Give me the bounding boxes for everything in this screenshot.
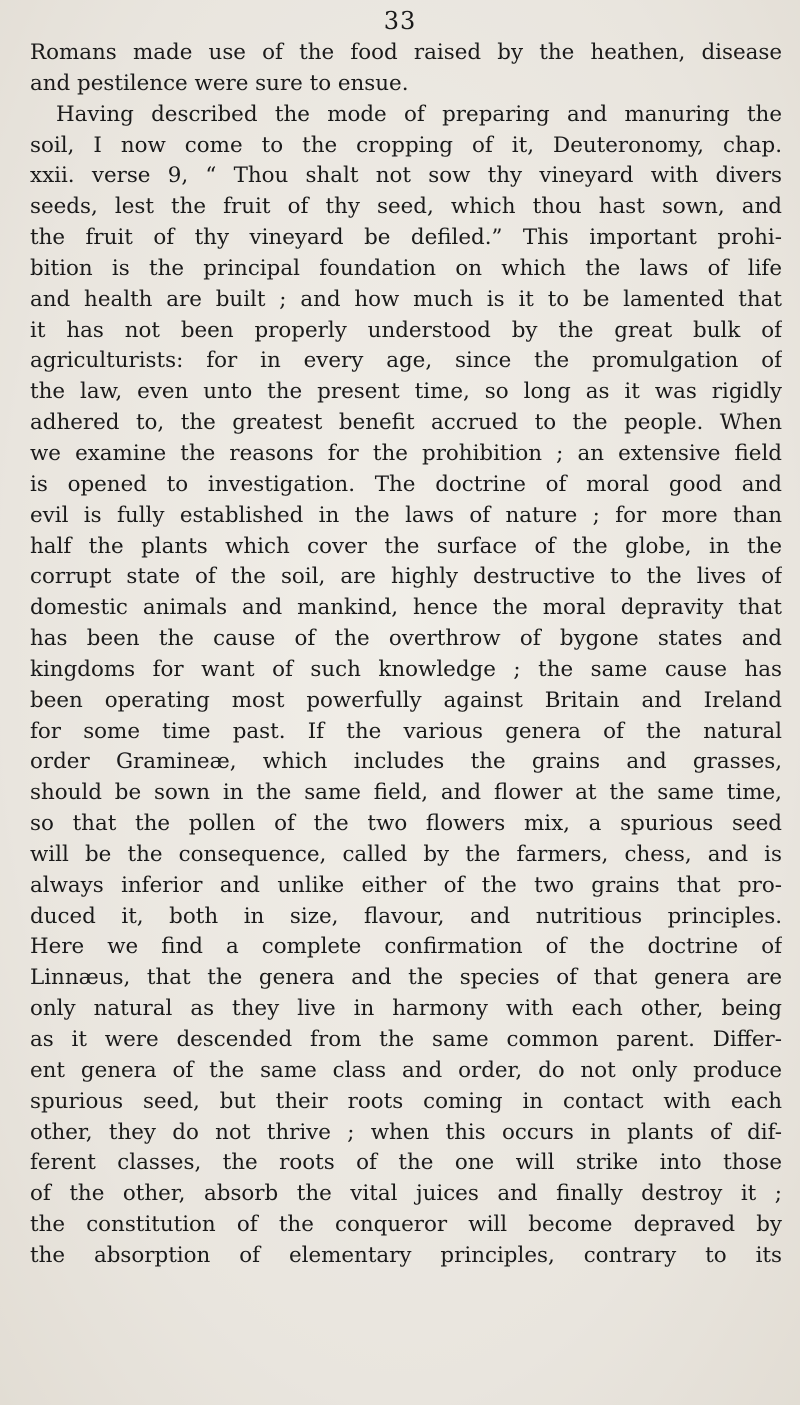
text-line: so that the pollen of the two flowers mix, a spurious seed — [30, 811, 782, 837]
text-line: and pestilence were sure to ensue. — [30, 70, 409, 96]
text-line: kingdoms for want of such knowledge ; the same cause has — [30, 656, 782, 682]
text-line: the absorption of elementary principles, contrary to its — [30, 1242, 782, 1268]
text-line: should be sown in the same field, and flower at the same time, — [30, 780, 782, 806]
text-line: soil, I now come to the cropping of it, Deuteronomy, chap. — [30, 132, 782, 158]
text-line: other, they do not thrive ; when this occurs in plants of dif- — [30, 1119, 782, 1145]
text-line: we examine the reasons for the prohibition ; an extensive field — [30, 440, 782, 466]
text-line: been operating most powerfully against Britain and Ireland — [30, 687, 782, 713]
text-line: has been the cause of the overthrow of bygone states and — [30, 626, 782, 652]
body-text — [30, 38, 782, 1272]
text-line: ent genera of the same class and order, do not only produce — [30, 1057, 782, 1083]
text-line: domestic animals and mankind, hence the moral depravity that — [30, 595, 782, 621]
text-line: Romans made use of the food raised by the heathen, disease — [30, 40, 782, 65]
text-line: order Gramineæ, which includes the grains and grasses, — [30, 749, 782, 775]
text-line: for some time past. If the various genera of the natural — [30, 718, 782, 744]
text-line: half the plants which cover the surface of the globe, in the — [30, 533, 782, 559]
text-line: and health are built ; and how much is it to be lamented that — [30, 286, 782, 312]
text-line: seeds, lest the fruit of thy seed, which thou hast sown, and — [30, 194, 782, 220]
text-line: the law, even unto the present time, so long as it was rigidly — [30, 379, 782, 405]
text-line: bition is the principal foundation on which the laws of life — [30, 255, 782, 281]
text-line: spurious seed, but their roots coming in contact with each — [30, 1088, 782, 1114]
text-line: Here we find a complete confirmation of the doctrine of — [30, 934, 782, 960]
text-line: agriculturists: for in every age, since the promulgation of — [30, 348, 782, 374]
text-line: corrupt state of the soil, are highly destructive to the lives of — [30, 564, 782, 590]
text-line: the fruit of thy vineyard be defiled.” This important prohi- — [30, 225, 782, 251]
text-line: xxii. verse 9, “ Thou shalt not sow thy vineyard with divers — [30, 163, 782, 189]
text-line: evil is fully established in the laws of nature ; for more than — [30, 502, 782, 528]
text-line: adhered to, the greatest benefit accrued to the people. When — [30, 410, 782, 436]
text-line: will be the consequence, called by the farmers, chess, and is — [30, 841, 782, 867]
text-line: duced it, both in size, flavour, and nutritious principles. — [30, 903, 782, 929]
text-line: Having described the mode of preparing and manuring the — [56, 101, 782, 127]
text-line: is opened to investigation. The doctrine of moral good and — [30, 471, 782, 497]
page-number: 33 — [383, 7, 417, 35]
text-line: always inferior and unlike either of the two grains that pro- — [30, 872, 782, 898]
text-line: as it were descended from the same common parent. Differ- — [30, 1027, 782, 1052]
text-line: of the other, absorb the vital juices and finally destroy it ; — [30, 1181, 782, 1207]
text-line: only natural as they live in harmony with each other, being — [30, 996, 782, 1022]
text-line: the constitution of the conqueror will become depraved by — [30, 1212, 782, 1238]
text-line: ferent classes, the roots of the one will strike into those — [30, 1150, 782, 1176]
text-line: Linnæus, that the genera and the species of that genera are — [30, 965, 782, 991]
text-line: it has not been properly understood by the great bulk of — [30, 317, 782, 343]
